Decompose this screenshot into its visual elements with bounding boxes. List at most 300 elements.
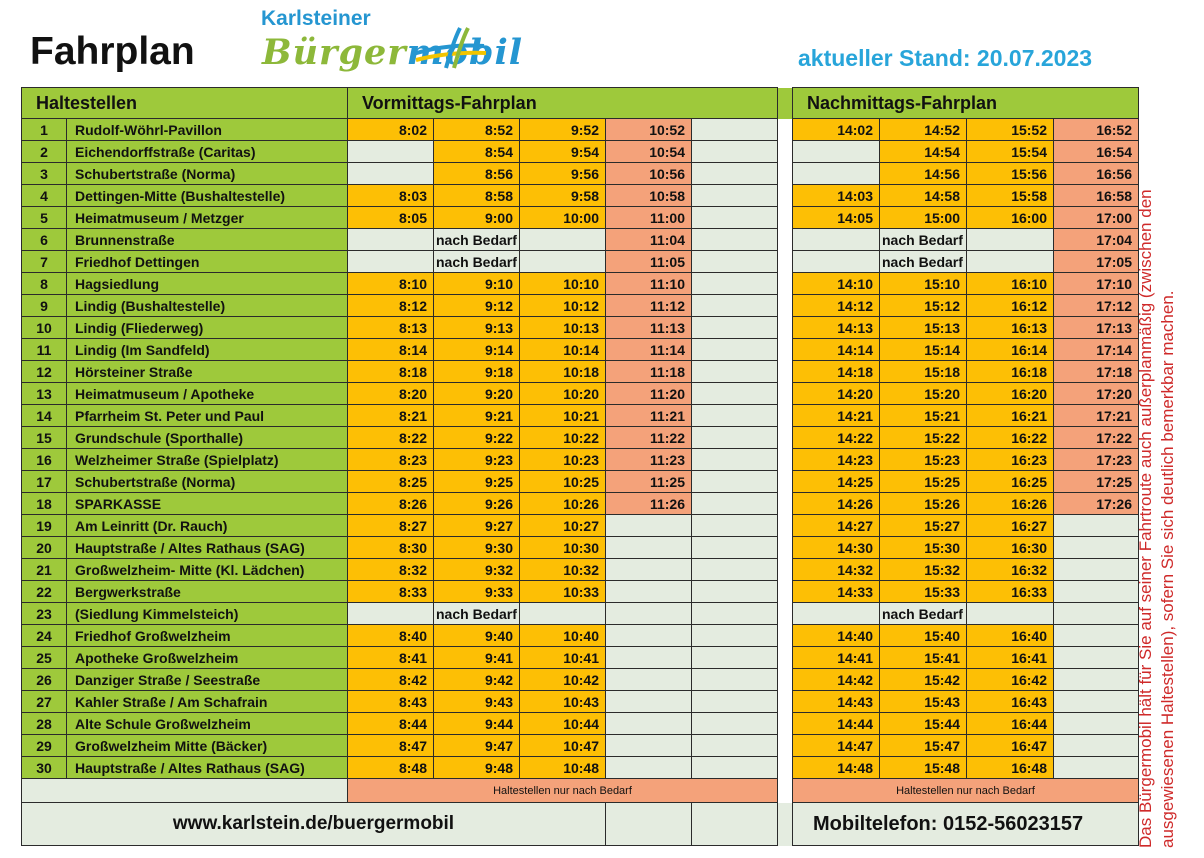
time-cell: [348, 251, 434, 273]
time-cell: [692, 603, 778, 625]
time-cell: 16:47: [967, 735, 1054, 757]
time-cell: 15:13: [880, 317, 967, 339]
stop-number: 6: [22, 229, 67, 251]
time-cell: 15:27: [880, 515, 967, 537]
time-cell: 11:04: [606, 229, 692, 251]
time-cell: [692, 449, 778, 471]
time-cell: 8:56: [434, 163, 520, 185]
table-row: [22, 603, 1139, 625]
time-cell: 8:43: [348, 691, 434, 713]
stop-number: 5: [22, 207, 67, 229]
time-cell: 15:32: [880, 559, 967, 581]
time-cell: 10:30: [520, 537, 606, 559]
time-cell: [606, 735, 692, 757]
stop-name: Großwelzheim- Mitte (Kl. Lädchen): [67, 559, 348, 581]
time-cell: [606, 669, 692, 691]
time-cell: 16:12: [967, 295, 1054, 317]
time-cell: 17:26: [1054, 493, 1139, 515]
table-row: [22, 317, 1139, 339]
stop-number: 13: [22, 383, 67, 405]
table-row: [22, 581, 1139, 603]
time-cell: 10:41: [520, 647, 606, 669]
time-cell: 10:12: [520, 295, 606, 317]
stop-name: Eichendorffstraße (Caritas): [67, 141, 348, 163]
side-note: Das Bürgermobil hält für Sie auf seiner Fahrtroute auch außerplanmäßig (zwischen den ausgewiesenen Haltestellen), sofern Sie sich deutlich bemerkbar machen.: [1136, 189, 1177, 848]
time-cell: 11:22: [606, 427, 692, 449]
time-cell: 15:25: [880, 471, 967, 493]
time-cell: [606, 515, 692, 537]
time-cell: 10:56: [606, 163, 692, 185]
time-cell: 10:10: [520, 273, 606, 295]
time-cell: 9:33: [434, 581, 520, 603]
time-cell: 14:41: [793, 647, 880, 669]
stop-name: (Siedlung Kimmelsteich): [67, 603, 348, 625]
time-cell: [793, 603, 880, 625]
time-cell: [692, 339, 778, 361]
time-cell: 9:23: [434, 449, 520, 471]
time-cell: 14:25: [793, 471, 880, 493]
time-cell: [1054, 735, 1139, 757]
time-cell: 14:13: [793, 317, 880, 339]
time-cell: 15:54: [967, 141, 1054, 163]
table-row: [22, 361, 1139, 383]
time-cell: [692, 273, 778, 295]
time-cell: 10:32: [520, 559, 606, 581]
time-cell: 15:42: [880, 669, 967, 691]
time-cell: 17:23: [1054, 449, 1139, 471]
table-row: [22, 537, 1139, 559]
stop-name: Lindig (Bushaltestelle): [67, 295, 348, 317]
time-cell: 14:21: [793, 405, 880, 427]
time-cell: 8:44: [348, 713, 434, 735]
time-cell: [692, 625, 778, 647]
stop-number: 7: [22, 251, 67, 273]
time-cell: 9:00: [434, 207, 520, 229]
stop-number: 26: [22, 669, 67, 691]
time-cell: 15:52: [967, 119, 1054, 141]
time-cell: 16:33: [967, 581, 1054, 603]
time-cell: [520, 603, 606, 625]
legend-on-demand-am: Haltestellen nur nach Bedarf: [348, 779, 778, 803]
time-cell: [1054, 537, 1139, 559]
time-cell: 15:14: [880, 339, 967, 361]
time-cell: 9:22: [434, 427, 520, 449]
time-cell: 16:54: [1054, 141, 1139, 163]
time-cell: 14:20: [793, 383, 880, 405]
time-cell: [967, 251, 1054, 273]
time-cell: [606, 581, 692, 603]
time-cell: 8:26: [348, 493, 434, 515]
logo-swoosh-icon: [408, 22, 488, 72]
table-row: [22, 163, 1139, 185]
stop-number: 30: [22, 757, 67, 779]
stop-number: 20: [22, 537, 67, 559]
time-cell: [348, 229, 434, 251]
time-cell: [692, 537, 778, 559]
time-cell: [692, 317, 778, 339]
time-cell: 11:26: [606, 493, 692, 515]
time-cell: 16:18: [967, 361, 1054, 383]
time-cell: 14:54: [880, 141, 967, 163]
time-cell: [692, 185, 778, 207]
time-cell: 11:25: [606, 471, 692, 493]
time-cell: 8:33: [348, 581, 434, 603]
time-cell: 11:23: [606, 449, 692, 471]
time-cell: 17:00: [1054, 207, 1139, 229]
time-cell: 15:41: [880, 647, 967, 669]
time-cell: 16:14: [967, 339, 1054, 361]
time-cell: 8:40: [348, 625, 434, 647]
stop-number: 16: [22, 449, 67, 471]
time-cell: 16:21: [967, 405, 1054, 427]
time-cell: [692, 515, 778, 537]
time-cell: 10:20: [520, 383, 606, 405]
time-cell: 10:27: [520, 515, 606, 537]
time-cell: 11:10: [606, 273, 692, 295]
table-row: [22, 669, 1139, 691]
time-cell: 10:21: [520, 405, 606, 427]
timetable: [21, 87, 1139, 846]
time-cell: 11:12: [606, 295, 692, 317]
time-cell: 11:21: [606, 405, 692, 427]
time-cell: [606, 713, 692, 735]
stop-name: Apotheke Großwelzheim: [67, 647, 348, 669]
time-cell: 10:33: [520, 581, 606, 603]
time-cell: 17:14: [1054, 339, 1139, 361]
time-cell: [793, 141, 880, 163]
on-demand-label: nach Bedarf: [880, 603, 967, 625]
time-cell: 15:00: [880, 207, 967, 229]
stop-name: Hauptstraße / Altes Rathaus (SAG): [67, 537, 348, 559]
table-row: [22, 339, 1139, 361]
time-cell: 14:02: [793, 119, 880, 141]
legend-row: [22, 779, 1139, 803]
time-cell: 15:26: [880, 493, 967, 515]
time-cell: 15:23: [880, 449, 967, 471]
table-row: [22, 735, 1139, 757]
time-cell: 17:13: [1054, 317, 1139, 339]
time-cell: 9:20: [434, 383, 520, 405]
time-cell: 8:02: [348, 119, 434, 141]
time-cell: 8:42: [348, 669, 434, 691]
time-cell: [692, 581, 778, 603]
time-cell: 9:58: [520, 185, 606, 207]
on-demand-label: nach Bedarf: [434, 229, 520, 251]
time-cell: [606, 537, 692, 559]
time-cell: 17:05: [1054, 251, 1139, 273]
stop-number: 25: [22, 647, 67, 669]
page-title: Fahrplan: [30, 30, 195, 73]
stop-number: 1: [22, 119, 67, 141]
time-cell: [692, 713, 778, 735]
time-cell: 15:21: [880, 405, 967, 427]
time-cell: 16:27: [967, 515, 1054, 537]
time-cell: 15:10: [880, 273, 967, 295]
time-cell: 10:25: [520, 471, 606, 493]
time-cell: 14:43: [793, 691, 880, 713]
time-cell: [692, 471, 778, 493]
table-row: [22, 119, 1139, 141]
time-cell: 9:48: [434, 757, 520, 779]
table-row: [22, 713, 1139, 735]
time-cell: 17:04: [1054, 229, 1139, 251]
time-cell: 15:43: [880, 691, 967, 713]
time-cell: 17:20: [1054, 383, 1139, 405]
time-cell: 14:26: [793, 493, 880, 515]
time-cell: 16:52: [1054, 119, 1139, 141]
time-cell: 14:05: [793, 207, 880, 229]
time-cell: [348, 163, 434, 185]
table-row: [22, 405, 1139, 427]
time-cell: 9:56: [520, 163, 606, 185]
time-cell: 17:18: [1054, 361, 1139, 383]
time-cell: [1054, 691, 1139, 713]
stop-number: 14: [22, 405, 67, 427]
stop-number: 23: [22, 603, 67, 625]
stop-number: 27: [22, 691, 67, 713]
time-cell: 10:00: [520, 207, 606, 229]
time-cell: 15:56: [967, 163, 1054, 185]
website-link[interactable]: www.karlstein.de/buergermobil: [22, 803, 606, 846]
time-cell: 9:25: [434, 471, 520, 493]
stop-name: Dettingen-Mitte (Bushaltestelle): [67, 185, 348, 207]
time-cell: [1054, 581, 1139, 603]
time-cell: 14:10: [793, 273, 880, 295]
stop-name: SPARKASSE: [67, 493, 348, 515]
time-cell: 17:12: [1054, 295, 1139, 317]
time-cell: 16:25: [967, 471, 1054, 493]
time-cell: [692, 141, 778, 163]
time-cell: 8:03: [348, 185, 434, 207]
stop-number: 4: [22, 185, 67, 207]
stop-number: 29: [22, 735, 67, 757]
time-cell: 15:40: [880, 625, 967, 647]
stop-number: 24: [22, 625, 67, 647]
table-row: [22, 493, 1139, 515]
time-cell: 9:21: [434, 405, 520, 427]
time-cell: 10:47: [520, 735, 606, 757]
table-row: [22, 295, 1139, 317]
table-row: [22, 757, 1139, 779]
time-cell: 8:41: [348, 647, 434, 669]
time-cell: 8:32: [348, 559, 434, 581]
table-row: [22, 559, 1139, 581]
time-cell: 17:21: [1054, 405, 1139, 427]
time-cell: [1054, 647, 1139, 669]
footer-blank: [606, 803, 692, 846]
time-cell: 8:52: [434, 119, 520, 141]
time-cell: 8:14: [348, 339, 434, 361]
time-cell: 11:00: [606, 207, 692, 229]
time-cell: 9:27: [434, 515, 520, 537]
time-cell: 10:23: [520, 449, 606, 471]
time-cell: 14:27: [793, 515, 880, 537]
time-cell: 14:48: [793, 757, 880, 779]
time-cell: 8:25: [348, 471, 434, 493]
time-cell: 10:58: [606, 185, 692, 207]
time-cell: [692, 559, 778, 581]
stop-number: 12: [22, 361, 67, 383]
time-cell: 9:12: [434, 295, 520, 317]
time-cell: 15:33: [880, 581, 967, 603]
time-cell: 14:52: [880, 119, 967, 141]
time-cell: 14:30: [793, 537, 880, 559]
time-cell: [348, 603, 434, 625]
table-row: [22, 251, 1139, 273]
time-cell: [967, 229, 1054, 251]
time-cell: 15:44: [880, 713, 967, 735]
time-cell: 10:54: [606, 141, 692, 163]
time-cell: [692, 361, 778, 383]
time-cell: 8:20: [348, 383, 434, 405]
time-cell: 10:40: [520, 625, 606, 647]
footer-blank: [692, 803, 778, 846]
time-cell: 8:48: [348, 757, 434, 779]
time-cell: 14:32: [793, 559, 880, 581]
legend-on-demand-pm: Haltestellen nur nach Bedarf: [793, 779, 1139, 803]
time-cell: 17:10: [1054, 273, 1139, 295]
table-row: [22, 185, 1139, 207]
time-cell: 14:12: [793, 295, 880, 317]
time-cell: [1054, 603, 1139, 625]
table-row: [22, 691, 1139, 713]
time-cell: 16:48: [967, 757, 1054, 779]
stop-number: 21: [22, 559, 67, 581]
legend-blank: [22, 779, 348, 803]
time-cell: [692, 427, 778, 449]
time-cell: 16:00: [967, 207, 1054, 229]
time-cell: 10:22: [520, 427, 606, 449]
time-cell: [520, 251, 606, 273]
time-cell: 11:20: [606, 383, 692, 405]
time-cell: 8:13: [348, 317, 434, 339]
time-cell: 15:30: [880, 537, 967, 559]
header-nachmittag: Nachmittags-Fahrplan: [793, 88, 1139, 119]
time-cell: 14:23: [793, 449, 880, 471]
time-cell: 16:10: [967, 273, 1054, 295]
on-demand-label: nach Bedarf: [880, 229, 967, 251]
time-cell: 14:42: [793, 669, 880, 691]
time-cell: 9:43: [434, 691, 520, 713]
time-cell: 10:44: [520, 713, 606, 735]
time-cell: [606, 757, 692, 779]
time-cell: 16:44: [967, 713, 1054, 735]
time-cell: 8:54: [434, 141, 520, 163]
time-cell: 9:18: [434, 361, 520, 383]
time-cell: 16:13: [967, 317, 1054, 339]
time-cell: [606, 647, 692, 669]
time-cell: 16:56: [1054, 163, 1139, 185]
time-cell: [793, 251, 880, 273]
time-cell: 16:41: [967, 647, 1054, 669]
time-cell: 16:42: [967, 669, 1054, 691]
time-cell: 10:43: [520, 691, 606, 713]
time-cell: [692, 405, 778, 427]
table-row: [22, 207, 1139, 229]
time-cell: [793, 163, 880, 185]
time-cell: 15:47: [880, 735, 967, 757]
time-cell: 16:32: [967, 559, 1054, 581]
time-cell: 11:13: [606, 317, 692, 339]
header-stops: Haltestellen: [22, 88, 348, 119]
time-cell: 17:25: [1054, 471, 1139, 493]
time-cell: [606, 603, 692, 625]
stop-name: Rudolf-Wöhrl-Pavillon: [67, 119, 348, 141]
time-cell: [606, 625, 692, 647]
time-cell: 9:30: [434, 537, 520, 559]
stop-name: Am Leinritt (Dr. Rauch): [67, 515, 348, 537]
time-cell: 16:40: [967, 625, 1054, 647]
stop-number: 9: [22, 295, 67, 317]
table-row: [22, 515, 1139, 537]
time-cell: [1054, 559, 1139, 581]
stop-number: 22: [22, 581, 67, 603]
time-cell: 8:47: [348, 735, 434, 757]
time-cell: 16:58: [1054, 185, 1139, 207]
stop-name: Brunnenstraße: [67, 229, 348, 251]
time-cell: 9:47: [434, 735, 520, 757]
logo-word-mobil: mobil: [406, 32, 524, 73]
time-cell: [606, 691, 692, 713]
time-cell: 11:05: [606, 251, 692, 273]
time-cell: [692, 251, 778, 273]
time-cell: 9:42: [434, 669, 520, 691]
table-row: [22, 383, 1139, 405]
time-cell: 11:18: [606, 361, 692, 383]
time-cell: [793, 229, 880, 251]
time-cell: 10:13: [520, 317, 606, 339]
stand-date: aktueller Stand: 20.07.2023: [798, 45, 1093, 71]
time-cell: 16:26: [967, 493, 1054, 515]
time-cell: 9:32: [434, 559, 520, 581]
table-row: [22, 471, 1139, 493]
stop-name: Lindig (Im Sandfeld): [67, 339, 348, 361]
time-cell: 10:52: [606, 119, 692, 141]
time-cell: 15:22: [880, 427, 967, 449]
time-cell: 8:12: [348, 295, 434, 317]
time-cell: 14:40: [793, 625, 880, 647]
time-cell: [692, 163, 778, 185]
stop-name: Pfarrheim St. Peter und Paul: [67, 405, 348, 427]
table-row: [22, 229, 1139, 251]
time-cell: 9:14: [434, 339, 520, 361]
time-cell: [1054, 625, 1139, 647]
time-cell: 8:58: [434, 185, 520, 207]
time-cell: 8:23: [348, 449, 434, 471]
time-cell: 14:22: [793, 427, 880, 449]
stop-number: 2: [22, 141, 67, 163]
stop-name: Lindig (Fliederweg): [67, 317, 348, 339]
stop-number: 3: [22, 163, 67, 185]
time-cell: [520, 229, 606, 251]
time-cell: 9:10: [434, 273, 520, 295]
stop-name: Friedhof Dettingen: [67, 251, 348, 273]
stop-name: Welzheimer Straße (Spielplatz): [67, 449, 348, 471]
time-cell: 8:21: [348, 405, 434, 427]
stop-number: 19: [22, 515, 67, 537]
time-cell: [692, 207, 778, 229]
time-cell: [692, 691, 778, 713]
time-cell: 9:26: [434, 493, 520, 515]
time-cell: 8:10: [348, 273, 434, 295]
time-cell: [1054, 669, 1139, 691]
footer-row: [22, 803, 1139, 846]
time-cell: [692, 383, 778, 405]
time-cell: 16:23: [967, 449, 1054, 471]
stop-name: Hauptstraße / Altes Rathaus (SAG): [67, 757, 348, 779]
time-cell: 10:14: [520, 339, 606, 361]
time-cell: 8:05: [348, 207, 434, 229]
